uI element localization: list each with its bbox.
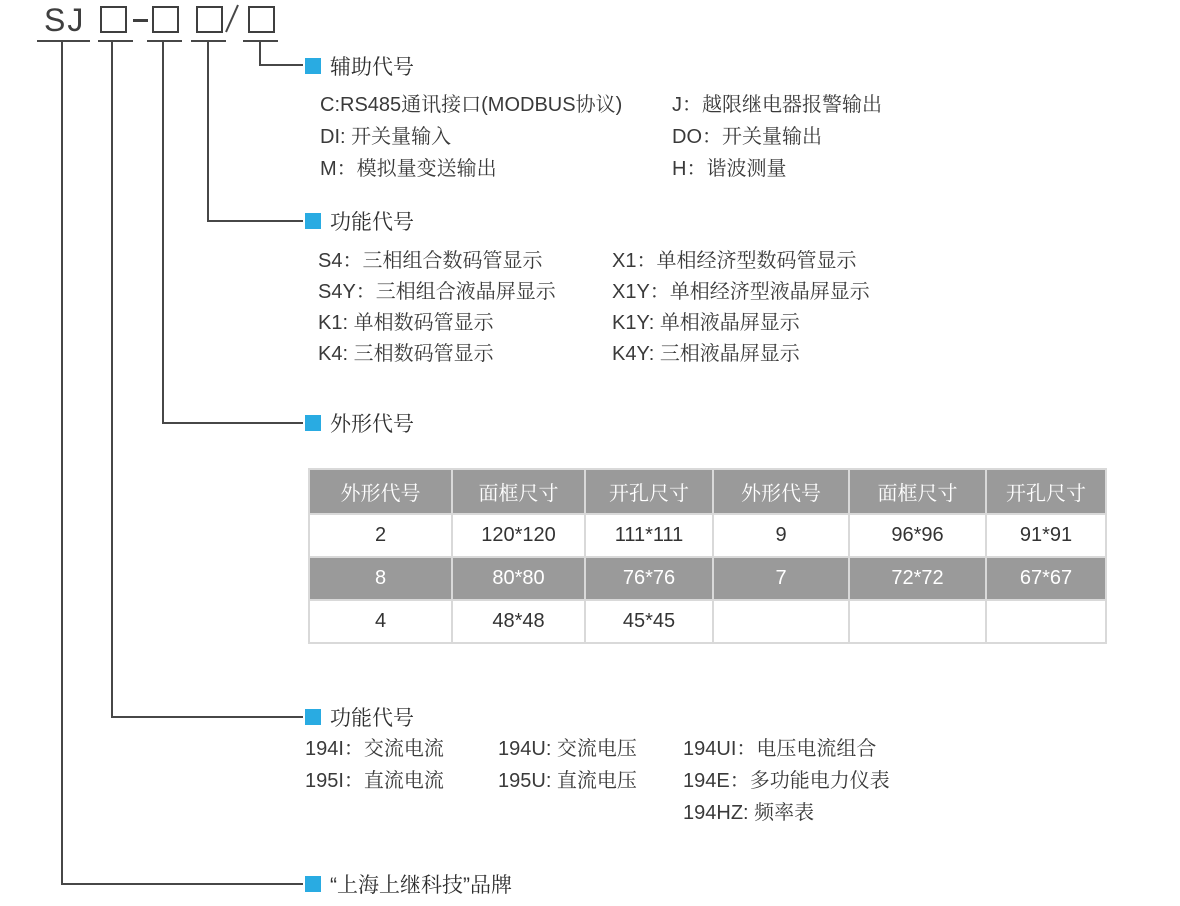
auxiliary-item: DI: 开关量输入	[320, 126, 452, 148]
bullet-icon	[305, 709, 321, 725]
table-row	[309, 514, 1106, 557]
display-item: X1：单相经济型数码管显示	[612, 250, 857, 272]
bullet-icon	[305, 58, 321, 74]
table-row	[309, 557, 1106, 600]
display-right-column	[612, 246, 870, 370]
function-item: 195I：直流电流	[305, 770, 444, 792]
bullet-icon	[305, 213, 321, 229]
shape-code-table	[308, 468, 1107, 644]
table-cell	[986, 600, 1106, 643]
function-item: 194UI：电压电流组合	[683, 738, 877, 760]
table-cell: 4	[309, 600, 452, 643]
section-title: 功能代号	[330, 707, 414, 730]
table-cell: 2	[309, 514, 452, 557]
model-box-shape	[100, 6, 127, 33]
table-header-cell: 开孔尺寸	[986, 469, 1106, 514]
table-cell: 48*48	[452, 600, 585, 643]
model-slash	[226, 5, 238, 32]
model-box-auxiliary	[248, 6, 275, 33]
function-column-2	[498, 733, 637, 797]
model-dash	[133, 19, 148, 22]
brand-label: “上海上继科技”品牌	[330, 874, 512, 897]
auxiliary-left-column	[320, 89, 622, 185]
table-cell: 8	[309, 557, 452, 600]
table-cell: 76*76	[585, 557, 713, 600]
function-column-1	[305, 733, 444, 797]
display-item: S4Y：三相组合液晶屏显示	[318, 281, 556, 303]
section-label-shape	[305, 410, 414, 436]
line-to-display	[208, 41, 303, 221]
table-header-cell: 外形代号	[309, 469, 452, 514]
display-item: K4: 三相数码管显示	[318, 343, 494, 365]
table-cell: 45*45	[585, 600, 713, 643]
function-item: 194E：多功能电力仪表	[683, 770, 890, 792]
section-title: 外形代号	[330, 413, 414, 436]
function-item: 195U: 直流电压	[498, 770, 637, 792]
section-label-auxiliary	[305, 53, 414, 79]
display-item: X1Y：单相经济型液晶屏显示	[612, 281, 870, 303]
model-prefix: SJ	[44, 2, 86, 38]
display-item: S4：三相组合数码管显示	[318, 250, 543, 272]
table-header-cell: 面框尺寸	[849, 469, 986, 514]
bullet-icon	[305, 876, 321, 892]
model-box-display	[152, 6, 179, 33]
auxiliary-item: M：模拟量变送输出	[320, 158, 497, 180]
function-column-3	[683, 733, 890, 829]
section-label-brand	[305, 871, 512, 897]
line-to-brand	[62, 41, 303, 884]
section-title: 功能代号	[330, 211, 414, 234]
function-item: 194HZ: 频率表	[683, 802, 815, 824]
table-cell: 72*72	[849, 557, 986, 600]
line-to-shape	[163, 41, 303, 423]
table-row	[309, 600, 1106, 643]
table-cell: 67*67	[986, 557, 1106, 600]
table-cell: 7	[713, 557, 849, 600]
auxiliary-item: DO：开关量输出	[672, 126, 822, 148]
auxiliary-right-column	[672, 89, 882, 185]
auxiliary-item: J：越限继电器报警输出	[672, 94, 882, 116]
model-box-function	[196, 6, 223, 33]
function-item: 194I：交流电流	[305, 738, 444, 760]
section-title: 辅助代号	[330, 56, 414, 79]
table-cell: 91*91	[986, 514, 1106, 557]
table-header-cell: 开孔尺寸	[585, 469, 713, 514]
line-to-auxiliary	[260, 41, 303, 65]
bullet-icon	[305, 415, 321, 431]
auxiliary-item: C:RS485通讯接口(MODBUS协议)	[320, 94, 623, 116]
table-cell	[849, 600, 986, 643]
table-header-row	[309, 469, 1106, 514]
table-header-cell: 外形代号	[713, 469, 849, 514]
auxiliary-item: H：谐波测量	[672, 158, 787, 180]
section-label-display	[305, 208, 414, 234]
display-item: K1: 单相数码管显示	[318, 312, 494, 334]
table-cell	[713, 600, 849, 643]
table-cell: 80*80	[452, 557, 585, 600]
display-item: K1Y: 单相液晶屏显示	[612, 312, 800, 334]
table-header-cell: 面框尺寸	[452, 469, 585, 514]
table-cell: 96*96	[849, 514, 986, 557]
table-cell: 120*120	[452, 514, 585, 557]
function-item: 194U: 交流电压	[498, 738, 637, 760]
table-cell: 111*111	[585, 514, 713, 557]
table-cell: 9	[713, 514, 849, 557]
display-left-column	[318, 246, 556, 370]
display-item: K4Y: 三相液晶屏显示	[612, 343, 800, 365]
section-label-function	[305, 704, 414, 730]
